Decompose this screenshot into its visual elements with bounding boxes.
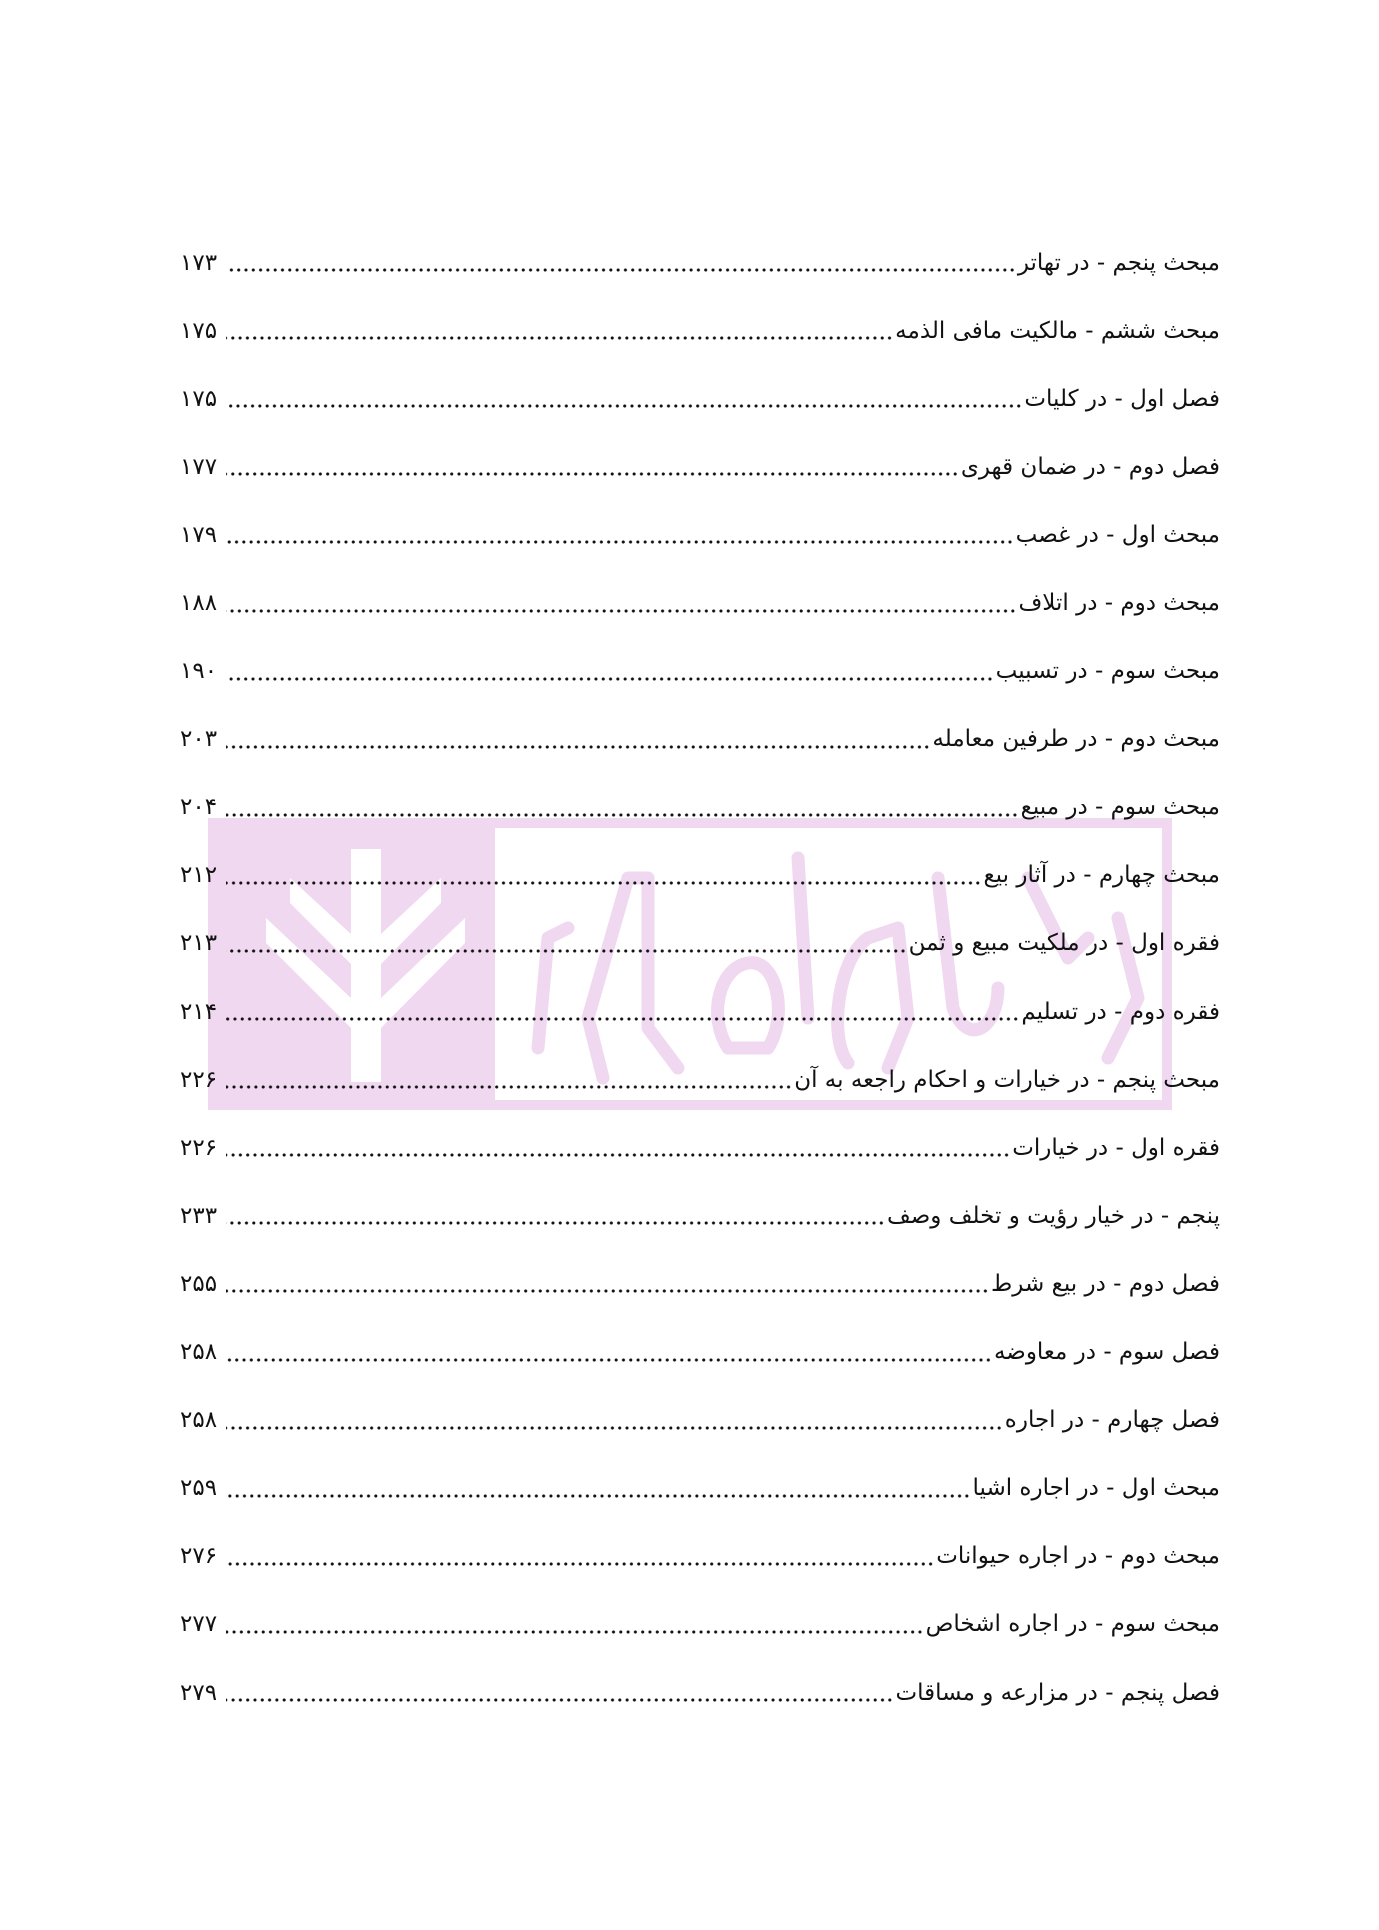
toc-entry-title: فقره اول - در ملکیت مبیع و ثمن — [908, 930, 1220, 957]
toc-entry-page: ۲۷۹ — [180, 1679, 218, 1706]
dot-leader — [226, 540, 1014, 544]
toc-entry-page: ۲۷۷ — [180, 1611, 218, 1638]
dot-leader — [226, 881, 981, 885]
dot-leader — [226, 1698, 893, 1702]
dot-leader — [226, 1153, 1010, 1157]
toc-entry-page: ۱۷۷ — [180, 453, 218, 480]
toc-entry-title: مبحث دوم - در اجاره حیوانات — [936, 1543, 1220, 1570]
toc-entry[interactable] — [180, 433, 1220, 501]
toc-entry[interactable] — [180, 706, 1220, 774]
toc-entry-title: فقره اول - در خیارات — [1012, 1134, 1220, 1161]
toc-entry[interactable] — [180, 910, 1220, 978]
toc-entry-page: ۱۷۳ — [180, 249, 218, 276]
toc-entry-title: مبحث پنجم - در تهاتر — [1017, 249, 1220, 276]
dot-leader — [226, 1221, 885, 1225]
toc-entry-title: فصل دوم - در بیع شرط — [991, 1270, 1220, 1297]
toc-entry[interactable] — [180, 1250, 1220, 1318]
toc-entry-page: ۲۵۹ — [180, 1475, 218, 1502]
toc-entry[interactable] — [180, 229, 1220, 297]
toc-entry[interactable] — [180, 1523, 1220, 1591]
toc-entry[interactable] — [180, 1182, 1220, 1250]
dot-leader — [226, 677, 994, 681]
toc-entry[interactable] — [180, 501, 1220, 569]
toc-entry[interactable] — [180, 638, 1220, 706]
toc-entry-page: ۱۷۵ — [180, 385, 218, 412]
dot-leader — [226, 1289, 989, 1293]
toc-entry-title: فصل پنجم - در مزارعه و مساقات — [895, 1679, 1220, 1706]
dot-leader — [226, 813, 1019, 817]
toc-entry[interactable] — [180, 1387, 1220, 1455]
toc-entry-title: فصل اول - در کلیات — [1024, 385, 1220, 412]
toc-entry-title: مبحث سوم - در اجاره اشخاص — [925, 1611, 1220, 1638]
toc-entry-title: مبحث دوم - در اتلاف — [1018, 590, 1220, 617]
toc-entry-title: مبحث پنجم - در خیارات و احکام راجعه به آن — [794, 1066, 1220, 1093]
toc-entry[interactable] — [180, 1455, 1220, 1523]
toc-entry[interactable] — [180, 297, 1220, 365]
toc-entry[interactable] — [180, 365, 1220, 433]
dot-leader — [226, 745, 930, 749]
toc-entry-page: ۱۹۰ — [180, 658, 218, 685]
toc-entry-title: مبحث اول - در اجاره اشیا — [972, 1475, 1220, 1502]
toc-entry-page: ۲۰۳ — [180, 726, 218, 753]
toc-entry-page: ۲۳۳ — [180, 1202, 218, 1229]
dot-leader — [226, 268, 1016, 272]
toc-entry-page: ۲۵۸ — [180, 1339, 218, 1366]
toc-entry-page: ۲۱۴ — [180, 998, 218, 1025]
toc-entry-page: ۲۰۴ — [180, 794, 218, 821]
dot-leader — [226, 1630, 924, 1634]
dot-leader — [226, 1358, 992, 1362]
toc-entry-title: مبحث اول - در غصب — [1015, 521, 1220, 548]
toc-entry[interactable] — [180, 842, 1220, 910]
toc-entry-title: فصل دوم - در ضمان قهری — [960, 453, 1220, 480]
dot-leader — [226, 472, 959, 476]
toc-entry-page: ۲۱۲ — [180, 862, 218, 889]
dot-leader — [226, 949, 907, 953]
dot-leader — [226, 1494, 971, 1498]
dot-leader — [226, 404, 1022, 408]
toc-entry[interactable] — [180, 1114, 1220, 1182]
toc-entry-page: ۱۷۹ — [180, 521, 218, 548]
toc-entry-title: مبحث ششم - مالکیت مافی الذمه — [895, 317, 1220, 344]
toc-entry[interactable] — [180, 569, 1220, 637]
dot-leader — [226, 609, 1016, 613]
toc-entry-page: ۲۵۵ — [180, 1270, 218, 1297]
toc-entry-page: ۱۷۵ — [180, 317, 218, 344]
toc-entry[interactable] — [180, 1046, 1220, 1114]
toc-entry-page: ۲۵۸ — [180, 1407, 218, 1434]
toc-entry[interactable] — [180, 1659, 1220, 1727]
toc-entry-title: مبحث دوم - در طرفین معامله — [932, 726, 1220, 753]
toc-entry-title: پنجم - در خیار رؤیت و تخلف وصف — [886, 1202, 1220, 1229]
toc-entry-title: مبحث چهارم - در آثار بیع — [983, 862, 1220, 889]
toc-entry[interactable] — [180, 1591, 1220, 1659]
dot-leader — [226, 336, 893, 340]
toc-entry[interactable] — [180, 1319, 1220, 1387]
dot-leader — [226, 1017, 1019, 1021]
toc-entry-title: فقره دوم - در تسلیم — [1021, 998, 1220, 1025]
toc-entry-page: ۲۷۶ — [180, 1543, 218, 1570]
toc-entry-page: ۲۲۶ — [180, 1066, 218, 1093]
toc-entry[interactable] — [180, 774, 1220, 842]
toc-entry-page: ۲۲۶ — [180, 1134, 218, 1161]
toc-entry-page: ۱۸۸ — [180, 590, 218, 617]
toc-entry-title: فصل سوم - در معاوضه — [993, 1339, 1220, 1366]
dot-leader — [226, 1562, 934, 1566]
table-of-contents — [180, 229, 1220, 1727]
toc-entry-page: ۲۱۳ — [180, 930, 218, 957]
toc-entry-title: مبحث سوم - در مبیع — [1020, 794, 1220, 821]
toc-entry-title: فصل چهارم - در اجاره — [1004, 1407, 1220, 1434]
dot-leader — [226, 1085, 792, 1089]
toc-entry-title: مبحث سوم - در تسبیب — [995, 658, 1220, 685]
toc-entry[interactable] — [180, 978, 1220, 1046]
dot-leader — [226, 1426, 1003, 1430]
